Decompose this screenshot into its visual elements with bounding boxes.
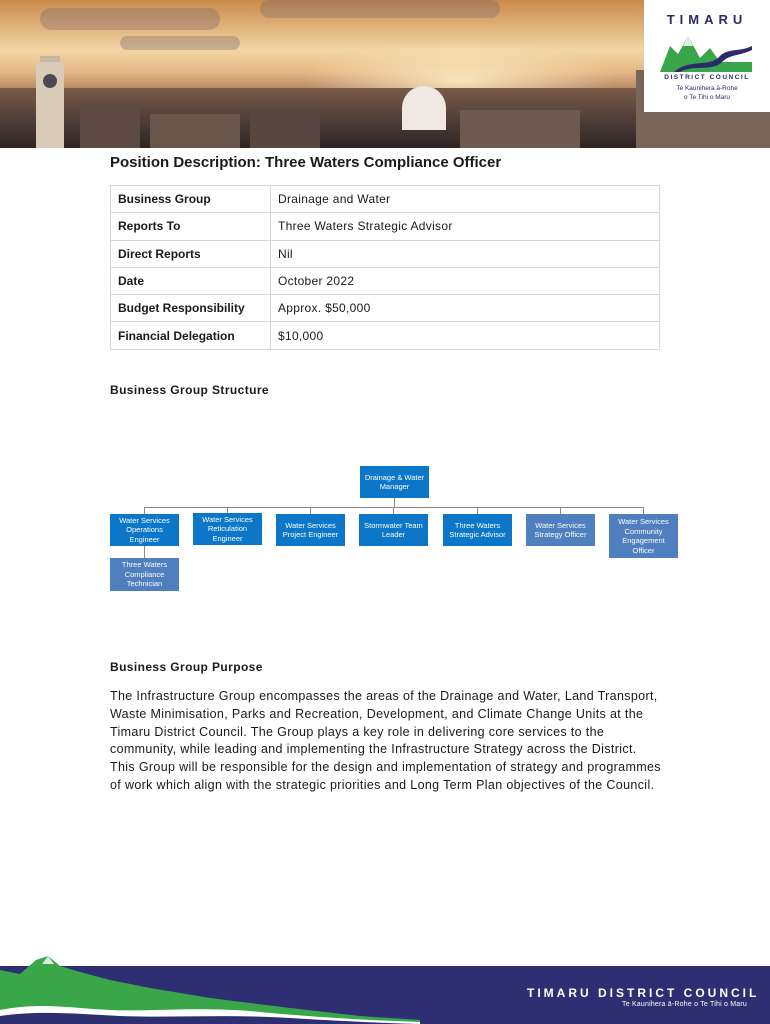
council-logo bbox=[644, 0, 770, 112]
table-row bbox=[111, 240, 660, 267]
logo-council-text: DISTRICT COUNCIL bbox=[664, 74, 750, 81]
mountain-river-icon bbox=[660, 28, 752, 72]
logo-maori-line-1: Te Kaunihera ā-Rohe bbox=[676, 85, 738, 92]
building bbox=[150, 114, 240, 148]
building bbox=[80, 104, 140, 148]
org-node: Water Services Community Engagement Officer bbox=[609, 514, 678, 558]
cloud bbox=[260, 0, 500, 18]
structure-heading: Business Group Structure bbox=[110, 383, 269, 397]
table-row bbox=[111, 322, 660, 349]
purpose-text: The Infrastructure Group encompasses the areas of the Drainage and Water, Land Transport, Waste Minimisation, Parks and Recreation, Development, and Climate Change Units at the Timaru District Council. The Group plays a key role in delivering core services to the community, while leading and implementing the Infrastructure Strategy across the District. This Group will be responsible for the design and implementation of strategy and programmes of work which align with the strategic priorities and Long Term Plan objectives of the Council. bbox=[110, 689, 661, 792]
cloud bbox=[40, 8, 220, 30]
connector-line bbox=[144, 507, 145, 514]
org-node: Water Services Reticulation Engineer bbox=[193, 513, 262, 545]
building bbox=[460, 110, 580, 148]
org-node: Water Services Operations Engineer bbox=[110, 514, 179, 546]
observatory-dome bbox=[402, 86, 446, 130]
connector-line bbox=[310, 507, 311, 514]
table-row bbox=[111, 267, 660, 294]
position-info-table bbox=[110, 185, 660, 350]
connector-line bbox=[560, 507, 561, 514]
row-value: Approx. $50,000 bbox=[271, 295, 660, 322]
purpose-heading: Business Group Purpose bbox=[110, 660, 263, 674]
row-value: Three Waters Strategic Advisor bbox=[271, 213, 660, 240]
org-node: Water Services Project Engineer bbox=[276, 514, 345, 546]
connector-line bbox=[144, 507, 644, 508]
connector-line bbox=[477, 507, 478, 514]
document-title: Position Description: Three Waters Compliance Officer bbox=[110, 154, 502, 171]
row-label: Budget Responsibility bbox=[111, 295, 271, 322]
row-value: $10,000 bbox=[271, 322, 660, 349]
logo-title: TIMARU bbox=[666, 12, 748, 27]
connector-line bbox=[144, 546, 145, 558]
clock-face-icon bbox=[43, 74, 57, 88]
org-node: Water Services Strategy Officer bbox=[526, 514, 595, 546]
row-value: Drainage and Water bbox=[271, 186, 660, 213]
org-node: Three Waters Strategic Advisor bbox=[443, 514, 512, 546]
cloud bbox=[120, 36, 240, 50]
footer-maori-name: Te Kaunihera ā-Rohe o Te Tihi o Maru bbox=[622, 1001, 747, 1008]
table-row bbox=[111, 186, 660, 213]
row-label: Reports To bbox=[111, 213, 271, 240]
row-label: Date bbox=[111, 267, 271, 294]
org-node: Stormwater Team Leader bbox=[359, 514, 428, 546]
org-node-manager: Drainage & Water Manager bbox=[360, 466, 429, 498]
footer-council-name: TIMARU DISTRICT COUNCIL bbox=[527, 986, 760, 1000]
footer-hill-river-icon bbox=[0, 950, 420, 1024]
table-row bbox=[111, 295, 660, 322]
row-value: Nil bbox=[271, 240, 660, 267]
org-node: Three Waters Compliance Technician bbox=[110, 558, 179, 591]
clock-tower bbox=[36, 62, 64, 148]
row-label: Financial Delegation bbox=[111, 322, 271, 349]
connector-line bbox=[394, 498, 395, 507]
building bbox=[250, 108, 320, 148]
row-label: Direct Reports bbox=[111, 240, 271, 267]
row-value: October 2022 bbox=[271, 267, 660, 294]
connector-line bbox=[643, 507, 644, 514]
connector-line bbox=[393, 507, 394, 514]
table-row bbox=[111, 213, 660, 240]
logo-maori-line-2: o Te Tihi o Maru bbox=[683, 94, 731, 101]
row-label: Business Group bbox=[111, 186, 271, 213]
